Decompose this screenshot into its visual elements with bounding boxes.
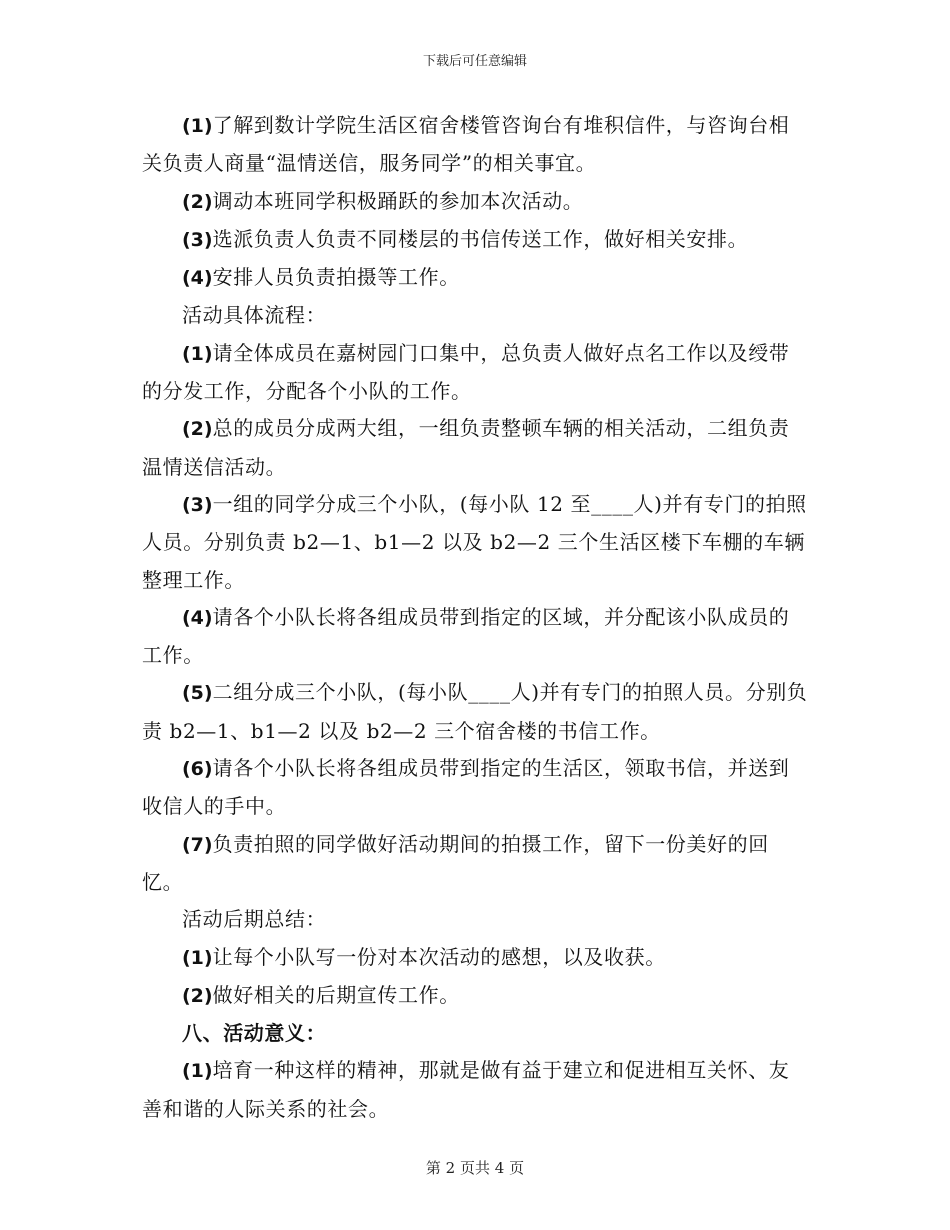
paragraph-text: 培育一种这样的精神，那就是做有益于建立和促进相互关怀、友善和谐的人际关系的社会。 — [142, 1058, 790, 1121]
page-header: 下载后可任意编辑 — [422, 54, 527, 69]
paragraph-text: 活动具体流程： — [182, 303, 327, 328]
subheading — [142, 297, 808, 334]
paragraph — [142, 977, 808, 1015]
item-number: (6) — [182, 758, 213, 781]
document-body — [142, 107, 808, 1128]
paragraph-text: 请各个小队长将各组成员带到指定的区域，并分配该小队成员的工作。 — [142, 604, 790, 668]
paragraph — [142, 750, 808, 826]
paragraph — [142, 259, 808, 297]
item-number: (1) — [182, 342, 213, 365]
item-number: (4) — [182, 606, 213, 629]
item-number: (2) — [182, 984, 213, 1007]
paragraph-text: 活动后期总结： — [182, 907, 327, 932]
item-number: (3) — [182, 228, 213, 251]
section-heading — [142, 1015, 808, 1052]
paragraph-text: 一组的同学分成三个小队，(每小队 12 至____人)并有专门的拍照人员。分别负责 b2—1、b1—2 以及 b2—2 三个生活区楼下车棚的车辆整理工作。 — [142, 491, 807, 592]
page-footer: 第 2 页共 4 页 — [425, 1159, 525, 1177]
paragraph — [142, 826, 808, 902]
paragraph-text: 请各个小队长将各组成员带到指定的生活区，领取书信，并送到收信人的手中。 — [142, 756, 790, 819]
paragraph-text: 请全体成员在嘉树园门口集中，总负责人做好点名工作以及绶带的分发工作，分配各个小队的工作。 — [142, 340, 790, 404]
section-title: 八、活动意义： — [182, 1021, 327, 1046]
item-number: (1) — [182, 946, 213, 969]
paragraph — [142, 1052, 808, 1128]
item-number: (1) — [182, 1060, 213, 1083]
paragraph — [142, 221, 808, 259]
paragraph — [142, 939, 808, 977]
paragraph-text: 总的成员分成两大组，一组负责整顿车辆的相关活动，二组负责温情送信活动。 — [142, 416, 790, 479]
paragraph-text: 调动本班同学积极踊跃的参加本次活动。 — [212, 188, 584, 213]
paragraph — [142, 107, 808, 183]
paragraph-text: 安排人员负责拍摄等工作。 — [212, 265, 460, 290]
subheading — [142, 901, 808, 938]
paragraph — [142, 183, 808, 221]
paragraph-text: 做好相关的后期宣传工作。 — [212, 982, 460, 1007]
item-number: (1) — [182, 115, 213, 137]
paragraph — [142, 674, 808, 750]
paragraph — [142, 486, 808, 599]
item-number: (2) — [182, 418, 213, 441]
item-number: (2) — [182, 190, 213, 213]
paragraph-text: 二组分成三个小队，(每小队____人)并有专门的拍照人员。分别负责 b2—1、b1—2 以及 b2—2 三个宿舍楼的书信工作。 — [142, 680, 808, 743]
paragraph — [142, 335, 808, 411]
paragraph — [142, 599, 808, 675]
paragraph-text: 选派负责人负责不同楼层的书信传送工作，做好相关安排。 — [212, 226, 749, 251]
item-number: (7) — [182, 833, 213, 856]
paragraph-text: 让每个小队写一份对本次活动的感想，以及收获。 — [212, 944, 666, 969]
item-number: (4) — [182, 267, 213, 290]
item-number: (3) — [182, 493, 213, 516]
paragraph — [142, 410, 808, 486]
paragraph-text: 负责拍照的同学做好活动期间的拍摄工作，留下一份美好的回忆。 — [142, 831, 769, 894]
item-number: (5) — [182, 682, 213, 705]
paragraph-text: 了解到数计学院生活区宿舍楼管咨询台有堆积信件，与咨询台相关负责人商量“温情送信，服务同学”的相关事宜。 — [142, 113, 790, 176]
